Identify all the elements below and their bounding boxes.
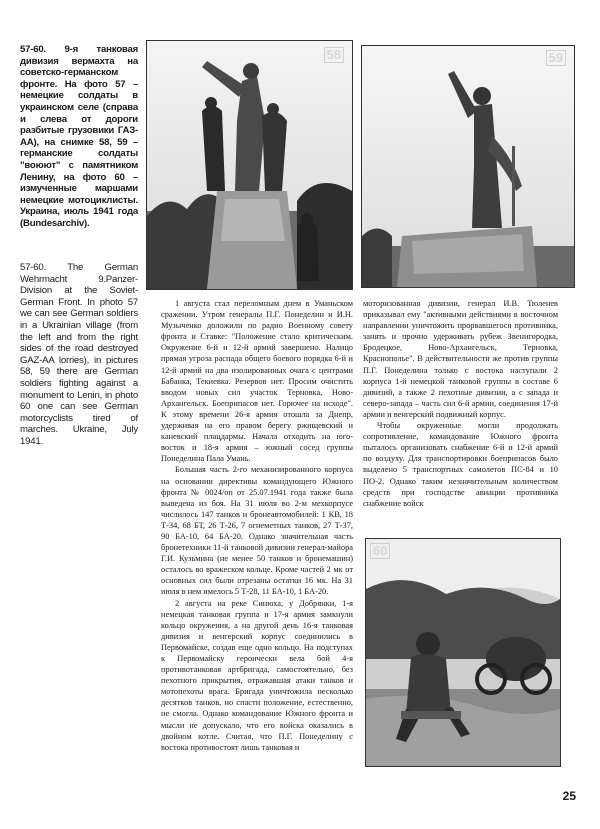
- paragraph: 1 августа стал переломным днем в Уманьском сражении. Утром генералы П.Г. Понеделин и И.Н. Музыченко доложили по радио Военному совету фронта и Ставке: "Положение стало критическим. Окружение 6-й и 12-й армий завершено. Налицо прямая угроза распада общего боевого порядка 6-й и 12-й армий на два изолированных очага с центрами Бабанка, Текиевка. Резервов нет. Просим очистить вводом новых сил участок Терновка, Ново-Архангельск. Боеприпасов нет. Горючее на исходе". К этому времени 26-я армия отошла за Днепр, удерживая на его правом берегу ржищевский и каневский плацдармы. Начала отходить на юго-восток и 18-я армия – южный сосед группы Понеделина Пала Умань.: [161, 299, 353, 464]
- body-column-right: [363, 298, 558, 509]
- caption-russian: 57-60. 9-я танковая дивизия вермахта на советско-германском фронте. На фото 57 – немецкие солдаты в украинском селе (справа и слева от дороги разбитые грузовики ГАЗ-АА), на снимке 58, 59 – германские солдаты "воюют" с памятником Ленину, на фото 60 – измученные маршами немецкие мотоциклисты. Украина, июль 1941 года (Bundesarchiv).: [20, 44, 138, 229]
- paragraph: Чтобы окруженные могли продолжать сопротивление, командование Южного фронта пыталось организовать снабжение 6-й и 12-й армий по воздуху. Для транспортировки боеприпасов было выделено 5 транспортных самолетов ПС-84 и 10 ПО-2. Однако таким незначительным количеством средств при господстве авиации противника снабжение войск: [363, 421, 558, 508]
- paragraph: 2 августа на реке Синюха, у Добрянки, 1-я немецкая танковая группа и 17-я армия замкнули кольцо окружения, а на другой день 16-я танковая дивизия и венгерский корпус соединились в Первомайске, создав еще одно кольцо. На подступах к Первомайску героически вела бой 4-я противотанковая артбригада, самостоятельно, без пехотного прикрытия, отражавшая атаки танков и мотопехоты врага. Бригада уничтожила несколько десятков танков, но спасти положение, естественно, не смогла. Однако командование Южного фронта и мысли не допускало, что его войска оказались в двойном котле. Считая, что П.Г. Понеделину с востока противостоят лишь танковая и: [161, 598, 353, 752]
- photo-number-badge: 59: [546, 50, 566, 66]
- photo-58-image: [147, 41, 352, 289]
- photo-59-image: [362, 46, 574, 287]
- photo-60-image: [366, 539, 560, 766]
- photo-number-badge: 58: [324, 47, 344, 63]
- photo-60-motorcyclists: [365, 538, 561, 767]
- body-column-left: [161, 298, 353, 753]
- paragraph: моторизованная дивизии, генерал И.В. Тюленев приказывал ему "активными действиями в восточном направлении уничтожить прорвавшегося противника, занять и прочно удерживать рубеж Звенигородка, Бродецкое, Ново-Архангельск, Терновка, Краснополье". В действительности же против группы П.Г. Понеделина только с востока наступали 2 корпуса 1-й немецкой танковой группы в составе 6 дивизий, а также 2 пехотные дивизии, а с запада и северо-запада – часть сил 6-й армии, соединения 17-й армии и венгерский подвижный корпус.: [363, 299, 558, 419]
- paragraph: Большая часть 2-го механизированного корпуса на основании директивы командующего Южного фронта № 0024/оп от 25.07.1941 года также была выведена из боя. На 31 июля во 2-м мехкорпусе числилось 147 танков и бронеавтомобилей: 1 КВ, 18 Т-34, 68 БТ, 26 Т-26, 7 огнеметных танков, 27 Т-37, 90 БА-10, 64 БА-20. Однако значительная часть бронетехники 11-й танковой дивизии генерал-майора Г.И. Кузьмина (не менее 50 танков и бронемашин) осталось во вражеском кольце. Кроме частей 2 мк от основных сил были отрезаны остатки 16 мк. На 31 июля в нем имелось 5 Т-28, 11 БА-10, 1 БА-20.: [161, 465, 353, 597]
- caption-english: 57-60. The German Wehrmacht 9.Panzer-Division at the Soviet-German Front. In photo 57 we can see German soldiers in a Ukrainian village (from the left and from the right sides of the road destroyed GAZ-AA lorries), in pictures 58, 59 there are German soldiers fighting against a monument to Lenin, in photo 60 one can see German motorcyclists tired of marches. Ukraine, July 1941.: [20, 262, 138, 447]
- photo-59-lenin-monument: [361, 45, 575, 288]
- page-number: 25: [562, 789, 576, 803]
- photo-58-lenin-monument: [146, 40, 353, 290]
- photo-number-badge: 60: [370, 543, 390, 559]
